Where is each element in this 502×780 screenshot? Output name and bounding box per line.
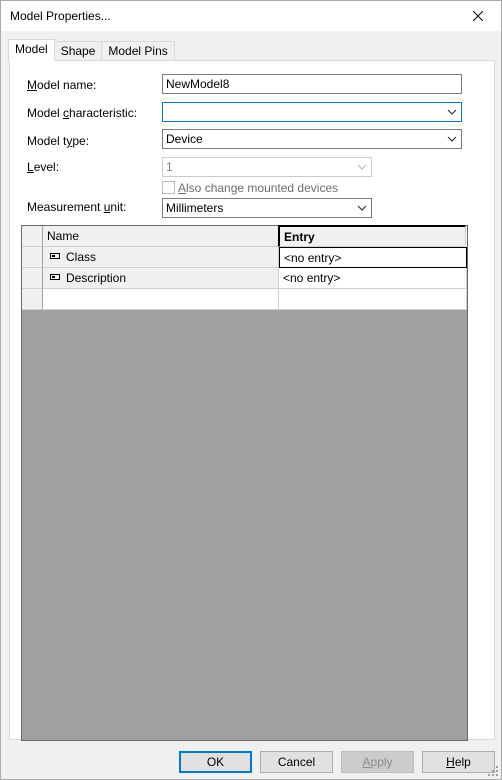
title-bar[interactable] [1,1,501,31]
tab-shape[interactable]: Shape [54,41,103,61]
new-entry-cell[interactable] [279,289,467,310]
model-characteristic-combo[interactable] [162,102,462,122]
table-row[interactable] [22,247,467,268]
ok-button[interactable]: OK [179,751,252,773]
also-change-checkbox[interactable] [162,181,175,194]
model-name-label: Model name: [27,78,97,92]
attribute-name: Class [66,250,97,264]
grid-corner-cell[interactable] [22,226,43,247]
table-row-new[interactable] [22,289,467,310]
attribute-grid[interactable] [21,225,468,741]
chevron-down-icon [357,204,367,212]
model-type-value: Device [166,132,203,146]
attribute-icon [50,274,60,280]
apply-button[interactable]: Apply [341,751,414,773]
grid-header-row [22,226,467,247]
row-header[interactable] [22,289,43,310]
help-button[interactable]: Help [422,751,495,773]
cancel-button[interactable]: Cancel [260,751,333,773]
tab-strip [9,40,175,60]
model-type-label: Model type: [27,134,90,148]
attribute-icon [50,253,60,259]
resize-grip-icon[interactable] [487,765,499,777]
chevron-down-icon [357,163,367,171]
also-change-label: Also change mounted devices [178,181,339,195]
table-row[interactable] [22,268,467,289]
level-combo[interactable] [162,157,372,177]
measurement-unit-combo[interactable] [162,198,372,218]
close-icon [473,11,483,21]
chevron-down-icon [447,135,457,143]
tab-model[interactable]: Model [8,39,55,61]
attribute-entry-cell[interactable]: <no entry> [279,247,467,268]
column-header-entry[interactable]: Entry [278,225,466,247]
attribute-entry-cell[interactable]: <no entry> [279,268,467,289]
attribute-name-cell[interactable] [43,268,279,289]
window-title: Model Properties... [10,9,111,23]
new-name-cell[interactable] [43,289,279,310]
row-header[interactable] [22,268,43,289]
row-header[interactable] [22,247,43,268]
dialog-button-bar [1,751,501,773]
column-header-name[interactable]: Name [43,226,279,247]
attribute-name-cell[interactable] [43,247,279,268]
attribute-name: Description [66,271,127,285]
tab-model-pins[interactable]: Model Pins [101,41,174,61]
chevron-down-icon [447,108,457,116]
measurement-unit-value: Millimeters [166,201,224,215]
model-name-input[interactable]: NewModel8 [162,74,462,94]
model-characteristic-label: Model characteristic: [27,106,138,120]
level-value: 1 [166,160,173,174]
level-label: Level: [27,160,60,174]
close-button[interactable] [455,1,501,31]
measurement-unit-label: Measurement unit: [27,200,127,214]
model-type-combo[interactable] [162,129,462,149]
